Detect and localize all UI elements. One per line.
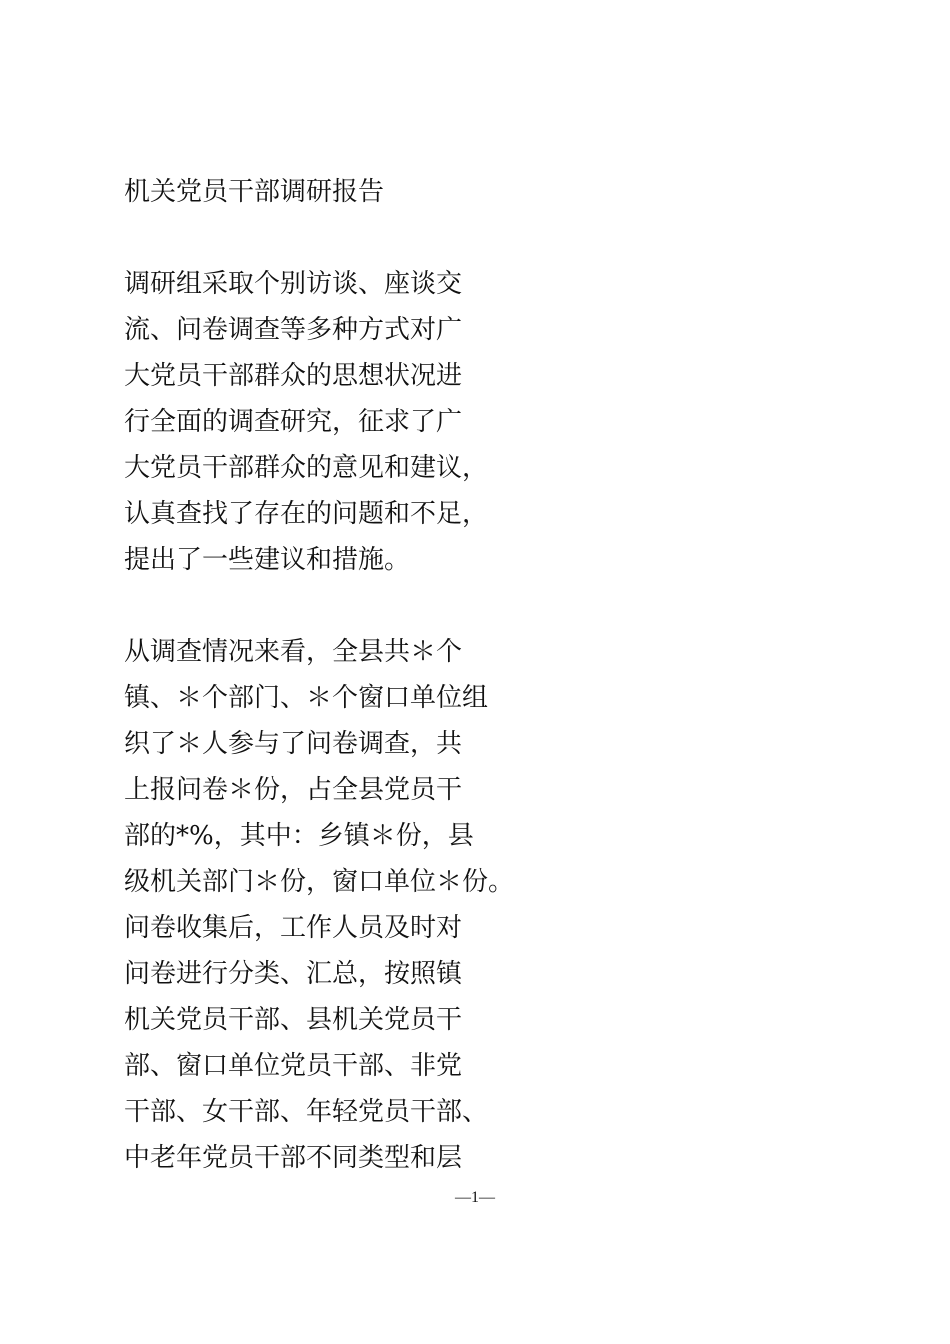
paragraph-line: 织了＊人参与了问卷调查，共	[124, 729, 463, 759]
paragraph-line: 大党员干部群众的意见和建议，	[124, 453, 489, 483]
document-title: 机关党员干部调研报告	[124, 177, 385, 207]
paragraph-line: 行全面的调查研究，征求了广	[124, 407, 463, 437]
paragraph-line: 中老年党员干部不同类型和层	[124, 1143, 463, 1173]
paragraph-line: 干部、女干部、年轻党员干部、	[124, 1097, 489, 1127]
paragraph-line: 问卷进行分类、汇总，按照镇	[124, 959, 463, 989]
paragraph-line: 认真查找了存在的问题和不足，	[124, 499, 489, 529]
paragraph-line: 级机关部门＊份，窗口单位＊份。	[124, 867, 515, 897]
paragraph-line: 镇、＊个部门、＊个窗口单位组	[124, 683, 489, 713]
paragraph-line: 部、窗口单位党员干部、非党	[124, 1051, 463, 1081]
paragraph-line: 上报问卷＊份，占全县党员干	[124, 775, 463, 805]
paragraph-line: 问卷收集后，工作人员及时对	[124, 913, 463, 943]
paragraph-line: 流、问卷调查等多种方式对广	[124, 315, 463, 345]
paragraph-line: 大党员干部群众的思想状况进	[124, 361, 463, 391]
paragraph-line: 从调查情况来看，全县共＊个	[124, 637, 463, 667]
paragraph-line: 部的*%，其中：乡镇＊份，县	[124, 821, 474, 851]
paragraph-line: 提出了一些建议和措施。	[124, 545, 411, 575]
paragraph-line: 机关党员干部、县机关党员干	[124, 1005, 463, 1035]
paragraph-line: 调研组采取个别访谈、座谈交	[124, 269, 463, 299]
page-number: —1—	[455, 1189, 495, 1206]
